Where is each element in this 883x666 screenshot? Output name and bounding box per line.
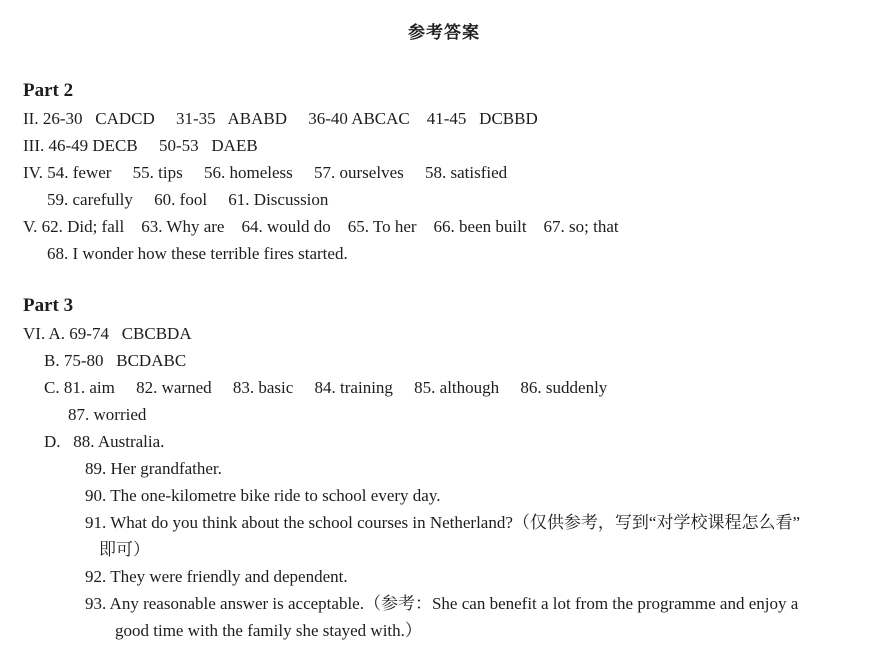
- answer-line-vi-d-88: D. 88. Australia.: [44, 432, 165, 451]
- answer-line-v-continued: 68. I wonder how these terrible fires started.: [47, 244, 348, 263]
- answer-line-section-ii: II. 26-30 CADCD 31-35 ABABD 36-40 ABCAC 41-45 DCBBD: [23, 109, 538, 128]
- part2-section: [23, 77, 865, 267]
- page-title: 参考答案: [408, 23, 480, 42]
- part3-section: [23, 292, 865, 644]
- answer-line-iv-continued: 59. carefully 60. fool 61. Discussion: [47, 190, 329, 209]
- answer-line-93-continued: good time with the family she stayed with.）: [115, 621, 422, 640]
- answer-line-93: 93. Any reasonable answer is acceptable.（参考：She can benefit a lot from the programme and enjoy a: [85, 594, 799, 613]
- part2-heading: Part 2: [23, 80, 74, 101]
- answer-line-vi-b: B. 75-80 BCDABC: [44, 351, 187, 370]
- part3-heading: Part 3: [23, 295, 74, 316]
- answer-line-c-continued: 87. worried: [68, 405, 147, 424]
- answer-line-89: 89. Her grandfather.: [85, 459, 222, 478]
- answer-line-91: 91. What do you think about the school courses in Netherland?（仅供参考，写到“对学校课程怎么看”: [85, 513, 800, 532]
- answer-line-vi-a: VI. A. 69-74 CBCBDA: [23, 324, 192, 343]
- answer-line-section-iii: III. 46-49 DECB 50-53 DAEB: [23, 136, 258, 155]
- answer-line-vi-c: C. 81. aim 82. warned 83. basic 84. training 85. although 86. suddenly: [44, 378, 608, 397]
- answer-line-90: 90. The one-kilometre bike ride to school every day.: [85, 486, 441, 505]
- answer-line-91-continued: 即可）: [99, 540, 150, 559]
- answer-line-92: 92. They were friendly and dependent.: [85, 567, 348, 586]
- answer-line-section-iv: IV. 54. fewer 55. tips 56. homeless 57. ourselves 58. satisfied: [23, 163, 508, 182]
- answer-line-section-v: V. 62. Did; fall 63. Why are 64. would do 65. To her 66. been built 67. so; that: [23, 217, 619, 236]
